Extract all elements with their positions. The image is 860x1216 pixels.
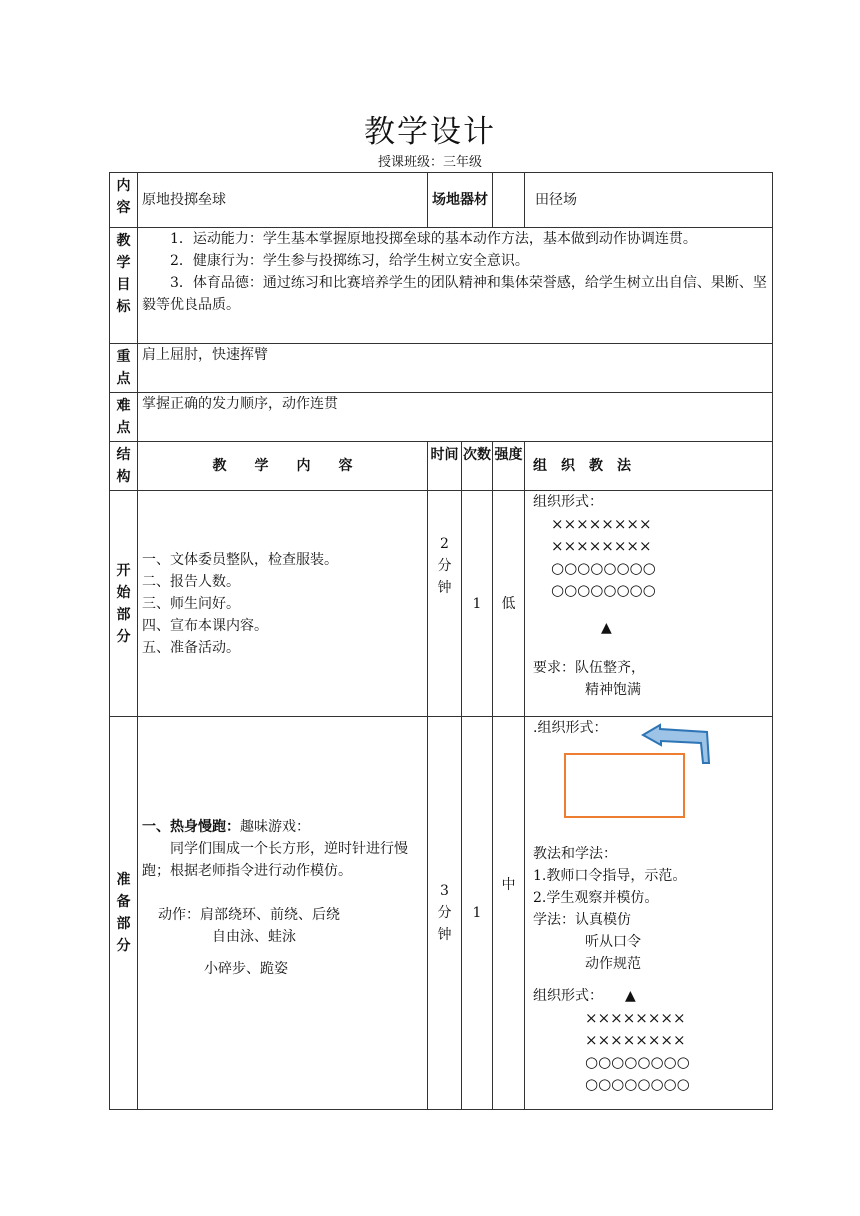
list-item: 二、报告人数。 <box>142 573 240 590</box>
prep-intensity: 中 <box>493 717 525 1110</box>
venue-empty-cell <box>493 173 525 228</box>
goals-content <box>138 228 773 344</box>
prep-time <box>428 717 462 1110</box>
prep-heading <box>142 816 423 838</box>
formation-row: ×××××××× <box>551 537 652 555</box>
list-item: 三、师生问好。 <box>142 595 240 612</box>
key-point-value: 肩上屈肘，快速挥臂 <box>138 344 773 393</box>
header-row <box>110 442 773 491</box>
method-title: 教法和学法： <box>533 846 617 862</box>
header-method: 组 织 教 法 <box>525 442 773 491</box>
header-time: 时间 <box>428 442 462 491</box>
prep-time-number: 3 <box>440 883 449 899</box>
formation-diagram <box>533 717 768 827</box>
org-title-2-text: 组织形式： <box>533 988 603 1004</box>
list-item: 五、准备活动。 <box>142 639 240 656</box>
prep-heading-rest: 趣味游戏： <box>240 819 310 835</box>
header-content: 教 学 内 容 <box>138 442 428 491</box>
counterclockwise-arrow-icon <box>643 725 709 763</box>
start-count: 1 <box>462 491 493 717</box>
goals-row <box>110 228 773 344</box>
venue-label: 场地器材 <box>428 173 493 228</box>
difficulty-value: 掌握正确的发力顺序，动作连贯 <box>138 393 773 442</box>
actions-label: 动作：肩部绕环、前绕、后绕 <box>158 907 340 923</box>
formation-row: ×××××××× <box>585 1031 686 1049</box>
content-value: 原地投掷垒球 <box>138 173 428 228</box>
key-point-label: 重点 <box>110 344 138 393</box>
prep-method <box>525 717 773 1110</box>
start-time-unit: 分钟 <box>437 558 452 596</box>
difficulty-row <box>110 393 773 442</box>
learn-item: 听从口令 <box>585 934 641 950</box>
content-label: 内容 <box>110 173 138 228</box>
goals-label: 教学目标 <box>110 228 138 344</box>
start-time-number: 2 <box>440 536 449 552</box>
prep-time-unit: 分钟 <box>437 905 452 943</box>
list-item: 四、宣布本课内容。 <box>142 617 268 634</box>
org-title-2 <box>533 985 768 1007</box>
formation-row: ×××××××× <box>585 1009 686 1027</box>
key-point-row <box>110 344 773 393</box>
header-structure: 结构 <box>110 442 138 491</box>
prep-section-label: 准备部分 <box>110 717 138 1110</box>
formation-row: ○○○○○○○○ <box>585 1053 690 1071</box>
learn-label: 学法：认真模仿 <box>533 912 631 928</box>
requirement-line: 精神饱满 <box>585 682 641 698</box>
method-item: 2.学生观察并模仿。 <box>533 890 659 906</box>
lesson-plan-table <box>109 172 773 1110</box>
run-rectangle <box>565 754 684 817</box>
class-subtitle: 授课班级：三年级 <box>377 155 482 170</box>
start-section-content <box>138 491 428 717</box>
formation-row: ×××××××× <box>551 515 652 533</box>
learn-item: 动作规范 <box>585 956 641 972</box>
actions-line: 自由泳、蛙泳 <box>212 929 296 945</box>
start-time <box>428 491 462 717</box>
goal-item: 2．健康行为：学生参与投掷练习，给学生树立安全意识。 <box>170 253 529 269</box>
org-title: .组织形式： <box>533 720 608 736</box>
header-count: 次数 <box>462 442 493 491</box>
start-method <box>525 491 773 717</box>
goal-item: 1．运动能力：学生基本掌握原地投掷垒球的基本动作方法，基本做到动作协调连贯。 <box>170 231 697 247</box>
formation-row: ○○○○○○○○ <box>551 559 656 577</box>
prep-section-content <box>138 717 428 1110</box>
prep-description: 同学们围成一个长方形，逆时针进行慢跑；根据老师指令进行动作模仿。 <box>142 841 408 879</box>
prep-count: 1 <box>462 717 493 1110</box>
actions-line: 小碎步、跪姿 <box>204 961 288 977</box>
goal-item: 3．体育品德：通过练习和比赛培养学生的团队精神和集体荣誉感，给学生树立出自信、果断、坚毅等优良品质。 <box>142 275 767 313</box>
content-row <box>110 173 773 228</box>
teacher-triangle-icon: ▲ <box>601 620 612 636</box>
method-item: 1.教师口令指导，示范。 <box>533 868 687 884</box>
start-section-row <box>110 491 773 717</box>
venue-value: 田径场 <box>525 173 773 228</box>
page-title: 教学设计 <box>364 114 496 150</box>
header-intensity: 强度 <box>493 442 525 491</box>
formation-row: ○○○○○○○○ <box>585 1075 690 1093</box>
teacher-triangle-icon: ▲ <box>625 988 636 1004</box>
run-rectangle-diagram <box>533 717 773 827</box>
list-item: 一、文体委员整队，检查服装。 <box>142 551 338 568</box>
formation-row: ○○○○○○○○ <box>551 581 656 599</box>
difficulty-label: 难点 <box>110 393 138 442</box>
requirement-label: 要求：队伍整齐， <box>533 660 645 676</box>
start-intensity: 低 <box>493 491 525 717</box>
start-section-label: 开始部分 <box>110 491 138 717</box>
org-title: 组织形式： <box>533 494 603 510</box>
prep-heading-bold: 一、热身慢跑： <box>142 819 240 835</box>
prep-section-row <box>110 717 773 1110</box>
